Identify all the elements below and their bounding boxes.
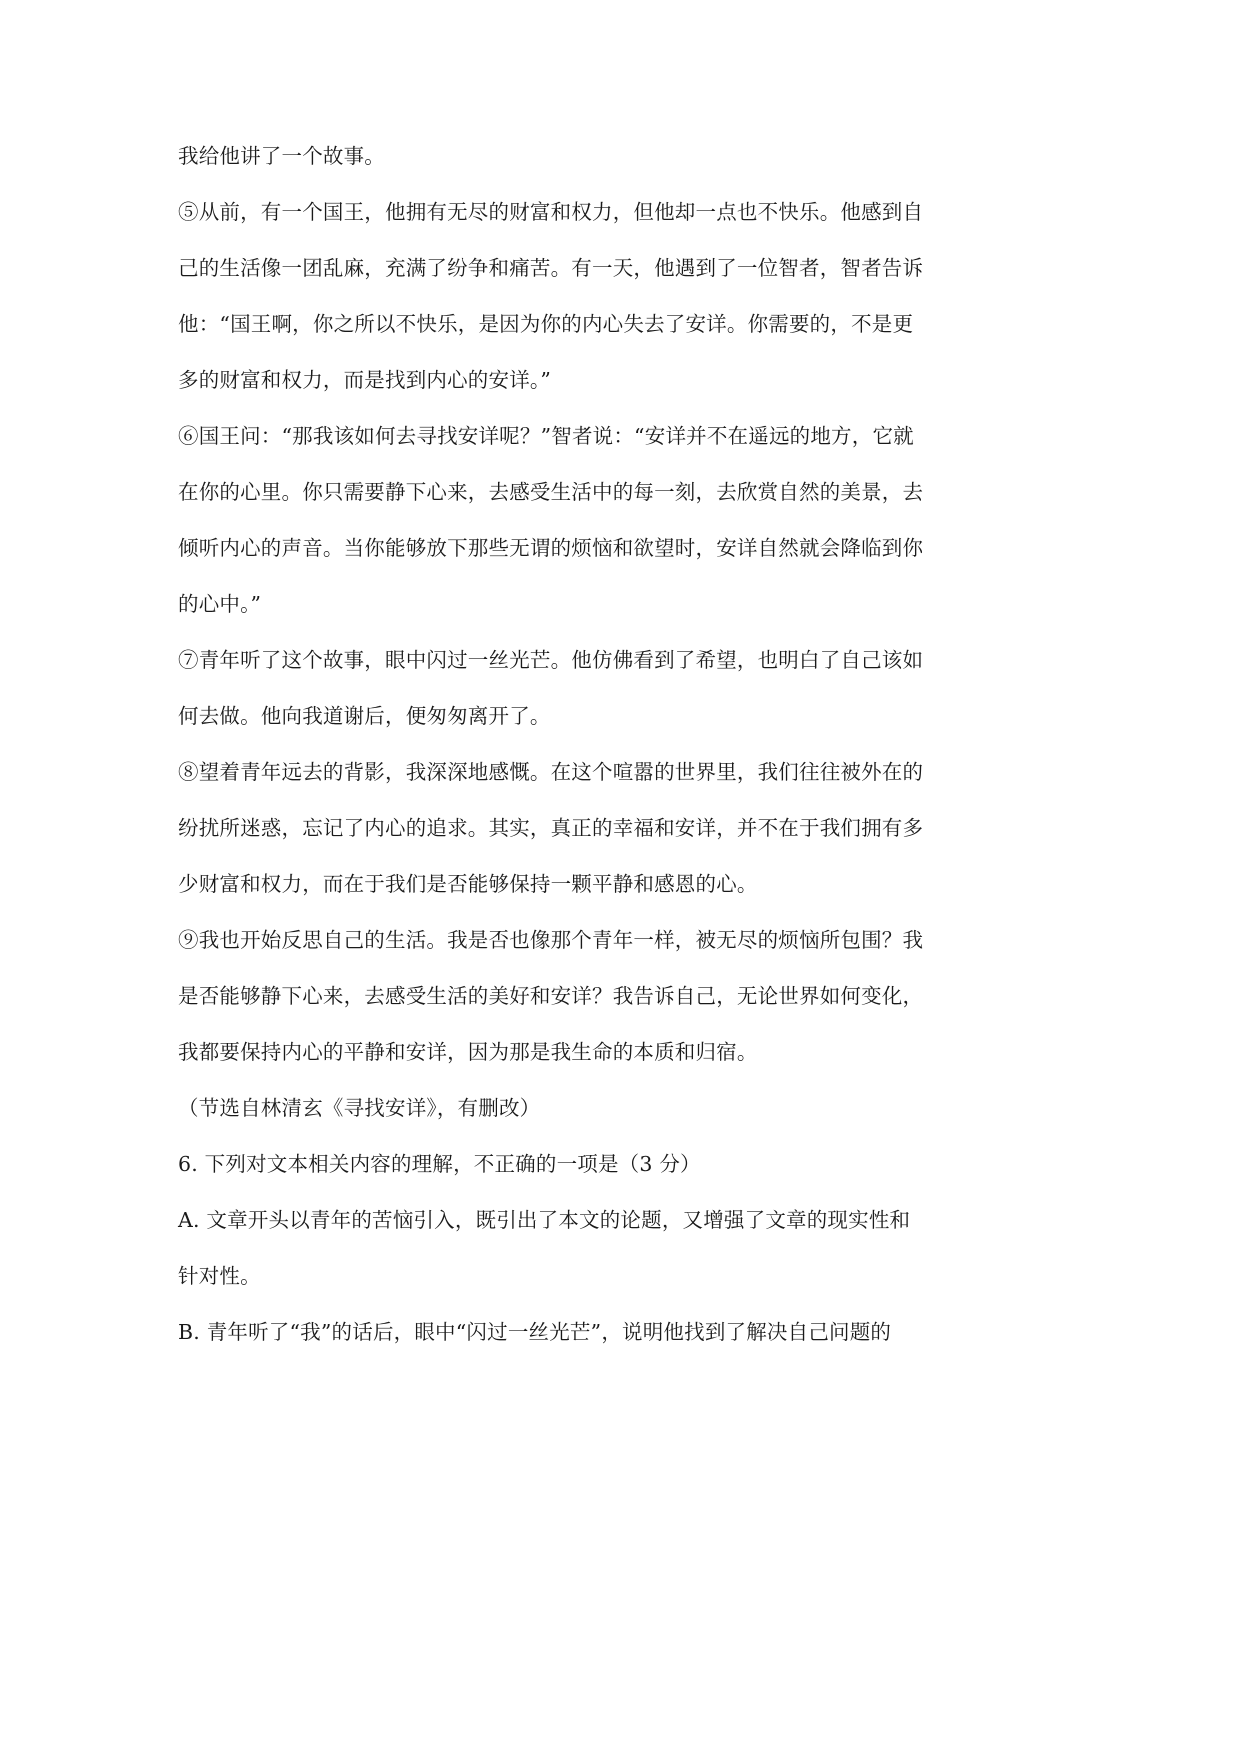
document-page bbox=[178, 128, 978, 1360]
paragraph-5-line: 己的生活像一团乱麻，充满了纷争和痛苦。有一天，他遇到了一位智者，智者告诉 bbox=[178, 256, 924, 280]
paragraph-6-line: 的心中。” bbox=[178, 592, 262, 616]
paragraph-9-line: 是否能够静下心来，去感受生活的美好和安详？我告诉自己，无论世界如何变化， bbox=[178, 984, 924, 1008]
paragraph-6-line: ⑥国王问：“那我该如何去寻找安详呢？”智者说：“安详并不在遥远的地方，它就 bbox=[178, 424, 914, 448]
paragraph-8-line: 少财富和权力，而在于我们是否能够保持一颗平静和感恩的心。 bbox=[178, 872, 758, 896]
paragraph-5-line: 多的财富和权力，而是找到内心的安详。” bbox=[178, 368, 552, 392]
paragraph-8-line: ⑧望着青年远去的背影，我深深地感慨。在这个喧嚣的世界里，我们往往被外在的 bbox=[178, 760, 924, 784]
paragraph-6-line: 在你的心里。你只需要静下心来，去感受生活中的每一刻，去欣赏自然的美景，去 bbox=[178, 480, 924, 504]
paragraph-9-line: ⑨我也开始反思自己的生活。我是否也像那个青年一样，被无尽的烦恼所包围？我 bbox=[178, 928, 924, 952]
option-b-line: B. 青年听了“我”的话后，眼中“闪过一丝光芒”，说明他找到了解决自己问题的 bbox=[178, 1320, 892, 1344]
paragraph-7-line: 何去做。他向我道谢后，便匆匆离开了。 bbox=[178, 704, 551, 728]
option-a-line: A. 文章开头以青年的苦恼引入，既引出了本文的论题，又增强了文章的现实性和 bbox=[178, 1208, 911, 1232]
source-note: （节选自林清玄《寻找安详》，有删改） bbox=[178, 1096, 541, 1120]
paragraph-8-line: 纷扰所迷惑，忘记了内心的追求。其实，真正的幸福和安详，并不在于我们拥有多 bbox=[178, 816, 924, 840]
question-6-stem: 6. 下列对文本相关内容的理解，不正确的一项是（3 分） bbox=[178, 1152, 701, 1176]
paragraph-5-line: ⑤从前，有一个国王，他拥有无尽的财富和权力，但他却一点也不快乐。他感到自 bbox=[178, 200, 924, 224]
option-a-line: 针对性。 bbox=[178, 1264, 261, 1288]
paragraph-6-line: 倾听内心的声音。当你能够放下那些无谓的烦恼和欲望时，安详自然就会降临到你 bbox=[178, 536, 924, 560]
paragraph-9-line: 我都要保持内心的平静和安详，因为那是我生命的本质和归宿。 bbox=[178, 1040, 758, 1064]
paragraph-5-line: 他：“国王啊，你之所以不快乐，是因为你的内心失去了安详。你需要的，不是更 bbox=[178, 312, 914, 336]
text-line: 我给他讲了一个故事。 bbox=[178, 144, 385, 168]
paragraph-7-line: ⑦青年听了这个故事，眼中闪过一丝光芒。他仿佛看到了希望，也明白了自己该如 bbox=[178, 648, 924, 672]
